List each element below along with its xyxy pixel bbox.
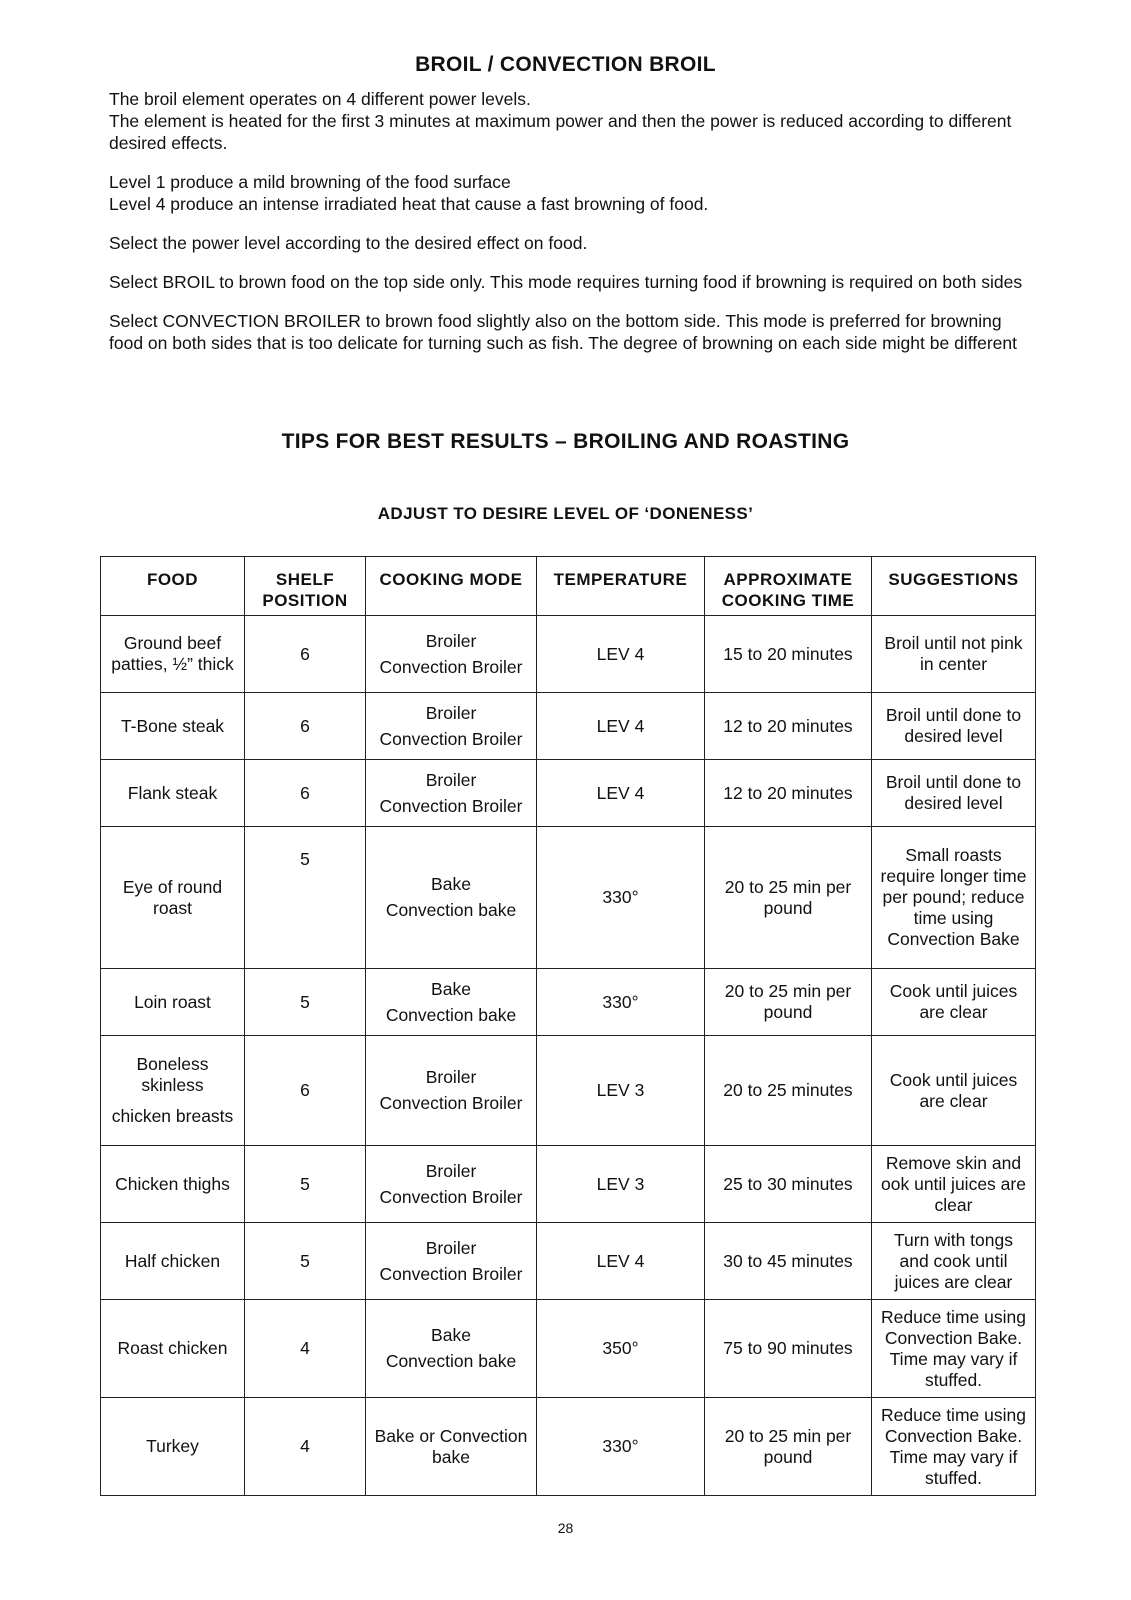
cell-shelf-position: 6 bbox=[245, 760, 366, 827]
page-number: 28 bbox=[557, 1520, 574, 1536]
intro-line: The element is heated for the first 3 minutes at maximum power and then the power is reduced according to different desired effects. bbox=[109, 111, 1012, 153]
table-row bbox=[101, 1036, 1036, 1146]
cell-temperature: 330° bbox=[537, 969, 705, 1036]
cell-suggestion: Broil until done to desired level bbox=[872, 693, 1036, 760]
cell-temperature: 350° bbox=[537, 1300, 705, 1398]
table-row bbox=[101, 693, 1036, 760]
intro-paragraph-convection-broil: Select CONVECTION BROILER to brown food slightly also on the bottom side. This mode is preferred for browning food on both sides that is too delicate for turning such as fish. The degree of browning on each side might be different bbox=[109, 311, 1017, 353]
cell-shelf-position: 4 bbox=[245, 1300, 366, 1398]
cell-food: Ground beef patties, ½” thick bbox=[101, 616, 245, 693]
table-header-row bbox=[101, 557, 1036, 616]
cell-cooking-time: 12 to 20 minutes bbox=[705, 760, 872, 827]
intro-paragraph-power bbox=[109, 88, 1039, 154]
table-row bbox=[101, 969, 1036, 1036]
cell-suggestion: Small roasts require longer time per pound; reduce time using Convection Bake bbox=[872, 827, 1036, 969]
cell-shelf-position: 5 bbox=[245, 969, 366, 1036]
cell-cooking-time: 12 to 20 minutes bbox=[705, 693, 872, 760]
cell-shelf-position: 5 bbox=[245, 1223, 366, 1300]
intro-paragraph-select-level: Select the power level according to the desired effect on food. bbox=[109, 233, 588, 253]
cell-temperature: LEV 3 bbox=[537, 1036, 705, 1146]
cell-cooking-time: 75 to 90 minutes bbox=[705, 1300, 872, 1398]
table-row bbox=[101, 616, 1036, 693]
table-body bbox=[101, 616, 1036, 1496]
table-row bbox=[101, 827, 1036, 969]
cell-food: Eye of round roast bbox=[101, 827, 245, 969]
header-cooking-mode: COOKING MODE bbox=[366, 557, 537, 616]
cell-temperature: LEV 4 bbox=[537, 760, 705, 827]
cell-temperature: 330° bbox=[537, 827, 705, 969]
table-row bbox=[101, 1398, 1036, 1496]
cell-cooking-mode: Broiler Convection Broiler bbox=[366, 1223, 537, 1300]
cell-food: Roast chicken bbox=[101, 1300, 245, 1398]
cell-cooking-mode: Bake or Convection bake bbox=[366, 1398, 537, 1496]
cell-suggestion: Turn with tongs and cook until juices are clear bbox=[872, 1223, 1036, 1300]
cell-food: Turkey bbox=[101, 1398, 245, 1496]
cell-suggestion: Remove skin and ook until juices are clear bbox=[872, 1146, 1036, 1223]
cell-cooking-mode: Broiler Convection Broiler bbox=[366, 1036, 537, 1146]
cell-shelf-position: 5 bbox=[245, 827, 366, 969]
table-row bbox=[101, 1223, 1036, 1300]
page-title: BROIL / CONVECTION BROIL bbox=[415, 53, 716, 76]
cell-cooking-time: 20 to 25 min per pound bbox=[705, 1398, 872, 1496]
table-row bbox=[101, 1146, 1036, 1223]
cell-cooking-time: 15 to 20 minutes bbox=[705, 616, 872, 693]
intro-text bbox=[109, 88, 1039, 371]
cell-suggestion: Broil until done to desired level bbox=[872, 760, 1036, 827]
table-row bbox=[101, 760, 1036, 827]
cell-food: T-Bone steak bbox=[101, 693, 245, 760]
cooking-table bbox=[100, 556, 1036, 1496]
intro-line: Level 1 produce a mild browning of the food surface bbox=[109, 172, 511, 192]
table-row bbox=[101, 1300, 1036, 1398]
header-temperature: TEMPERATURE bbox=[537, 557, 705, 616]
tips-title: TIPS FOR BEST RESULTS – BROILING AND ROASTING bbox=[281, 430, 850, 453]
cell-cooking-time: 20 to 25 min per pound bbox=[705, 827, 872, 969]
cell-cooking-mode: Broiler Convection Broiler bbox=[366, 616, 537, 693]
cell-cooking-time: 30 to 45 minutes bbox=[705, 1223, 872, 1300]
cell-suggestion: Cook until juices are clear bbox=[872, 1036, 1036, 1146]
intro-line: Level 4 produce an intense irradiated heat that cause a fast browning of food. bbox=[109, 194, 709, 214]
cell-food: Boneless skinless chicken breasts bbox=[101, 1036, 245, 1146]
doneness-subheading: ADJUST TO DESIRE LEVEL OF ‘DONENESS’ bbox=[377, 504, 754, 523]
cell-cooking-mode: Bake Convection bake bbox=[366, 827, 537, 969]
cell-cooking-time: 20 to 25 minutes bbox=[705, 1036, 872, 1146]
cell-cooking-mode: Bake Convection bake bbox=[366, 1300, 537, 1398]
cell-shelf-position: 4 bbox=[245, 1398, 366, 1496]
cell-suggestion: Cook until juices are clear bbox=[872, 969, 1036, 1036]
cell-shelf-position: 6 bbox=[245, 1036, 366, 1146]
cell-suggestion: Reduce time using Convection Bake. Time may vary if stuffed. bbox=[872, 1300, 1036, 1398]
intro-paragraph-broil: Select BROIL to brown food on the top side only. This mode requires turning food if browning is required on both sides bbox=[109, 272, 1023, 292]
header-cooking-time: APPROXIMATE COOKING TIME bbox=[705, 557, 872, 616]
cell-food: Half chicken bbox=[101, 1223, 245, 1300]
cell-food: Flank steak bbox=[101, 760, 245, 827]
cell-cooking-mode: Broiler Convection Broiler bbox=[366, 693, 537, 760]
cell-cooking-mode: Broiler Convection Broiler bbox=[366, 1146, 537, 1223]
cell-food: Chicken thighs bbox=[101, 1146, 245, 1223]
cell-cooking-time: 20 to 25 min per pound bbox=[705, 969, 872, 1036]
cell-cooking-mode: Broiler Convection Broiler bbox=[366, 760, 537, 827]
cell-temperature: LEV 4 bbox=[537, 693, 705, 760]
cell-temperature: 330° bbox=[537, 1398, 705, 1496]
intro-line: The broil element operates on 4 different power levels. bbox=[109, 89, 531, 109]
cell-shelf-position: 6 bbox=[245, 616, 366, 693]
header-suggestions: SUGGESTIONS bbox=[872, 557, 1036, 616]
cell-suggestion: Broil until not pink in center bbox=[872, 616, 1036, 693]
intro-paragraph-levels bbox=[109, 171, 1039, 215]
cell-temperature: LEV 4 bbox=[537, 1223, 705, 1300]
cell-cooking-time: 25 to 30 minutes bbox=[705, 1146, 872, 1223]
cell-shelf-position: 6 bbox=[245, 693, 366, 760]
header-food: FOOD bbox=[101, 557, 245, 616]
cell-temperature: LEV 4 bbox=[537, 616, 705, 693]
cell-shelf-position: 5 bbox=[245, 1146, 366, 1223]
cell-cooking-mode: Bake Convection bake bbox=[366, 969, 537, 1036]
header-shelf-position: SHELF POSITION bbox=[245, 557, 366, 616]
cell-food: Loin roast bbox=[101, 969, 245, 1036]
cell-temperature: LEV 3 bbox=[537, 1146, 705, 1223]
cell-suggestion: Reduce time using Convection Bake. Time may vary if stuffed. bbox=[872, 1398, 1036, 1496]
